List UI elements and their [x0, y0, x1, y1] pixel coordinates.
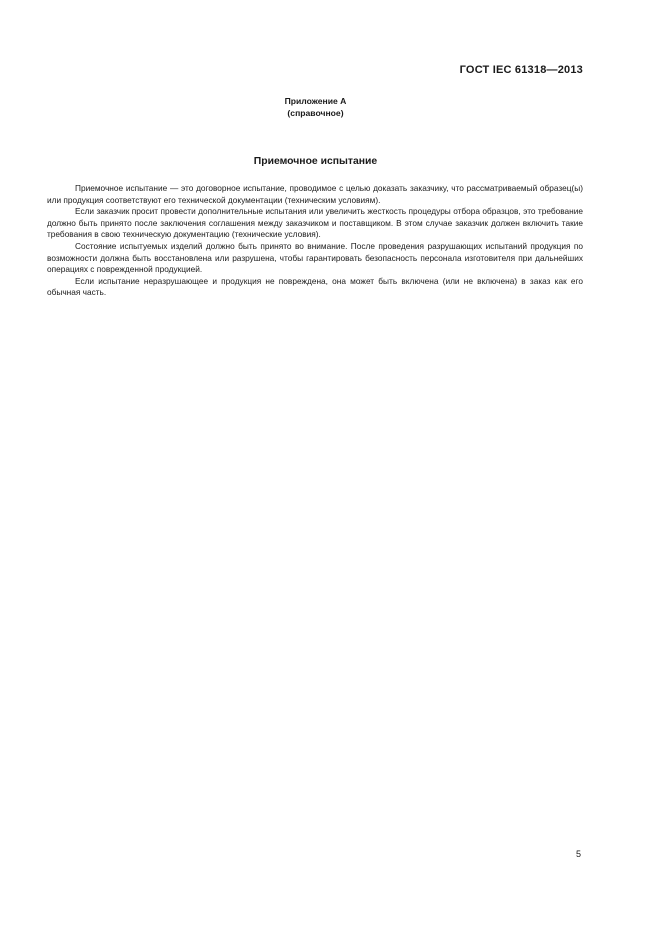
paragraph-1: Приемочное испытание — это договорное испытание, проводимое с целью доказать заказчику, что рассматриваемый образец(ы) или продукция соответствуют его технической документации (техническим условиям).: [47, 183, 583, 205]
paragraph-3: Состояние испытуемых изделий должно быть принято во внимание. После проведения разрушающих испытаний продукция по возможности должна быть восстановлена или разрушена, чтобы гарантировать безопасность персонала изготовителя при дальнейших операциях с поврежденной продукцией.: [47, 240, 583, 275]
page-number: 5: [575, 849, 581, 859]
annex-heading: [0, 95, 661, 119]
body-text: [47, 183, 583, 299]
section-title: Приемочное испытание: [253, 156, 378, 167]
annex-label: Приложение А: [284, 96, 347, 106]
paragraph-4: Если испытание неразрушающее и продукция не повреждена, она может быть включена (или не включена) в заказ как его обычная часть.: [47, 275, 583, 298]
annex-type: (справочное): [287, 108, 344, 118]
paragraph-2: Если заказчик просит провести дополнительные испытания или увеличить жесткость процедуры отбора образцов, это требование должно быть принято после заключения соглашения между заказчиком и поставщиком. В этом случае заказчик должен включить такие требования в свою техническую документацию (технические условия).: [47, 206, 583, 240]
standard-code: ГОСТ IEC 61318—2013: [459, 64, 583, 76]
section-title-block: [0, 156, 661, 167]
